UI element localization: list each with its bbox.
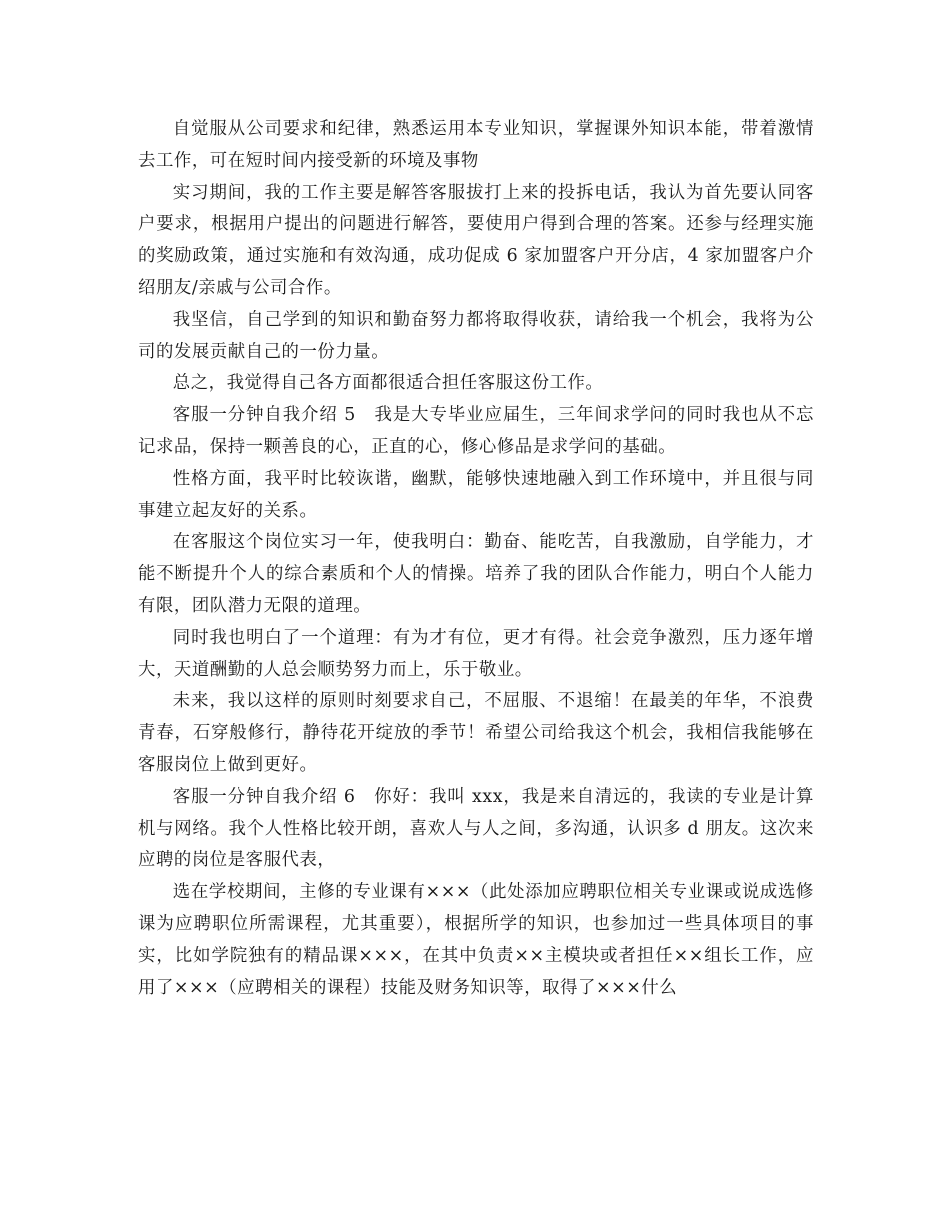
paragraph-2: 实习期间，我的工作主要是解答客服拔打上来的投拆电话，我认为首先要认同客户要求，根据用户提出的问题进行解答，要使用户得到合理的答案。还参与经理实施的奖励政策，通过实施和有效沟通，成功促成 6 家加盟客户开分店，4 家加盟客户介绍朋友/亲戚与公司合作。 (138, 182, 814, 298)
paragraph-9: 未来，我以这样的原则时刻要求自己，不屈服、不退缩！在最美的年华，不浪费青春，石穿般修行，静待花开绽放的季节！希望公司给我这个机会，我相信我能够在客服岗位上做到更好。 (138, 691, 814, 775)
paragraph-1: 自觉服从公司要求和纪律，熟悉运用本专业知识，掌握课外知识本能，带着激情去工作，可在短时间内接受新的环境及事物 (138, 119, 814, 171)
paragraph-4: 总之，我觉得自己各方面都很适合担任客服这份工作。 (172, 373, 604, 394)
paragraph-10: 客服一分钟自我介绍 6 你好：我叫 xxx，我是来自清远的，我读的专业是计算机与网络。我个人性格比较开朗，喜欢人与人之间，多沟通，认识多 d 朋友。这次来应聘的岗位是客服代表， (138, 786, 814, 871)
paragraph-7: 在客服这个岗位实习一年，使我明白：勤奋、能吃苦，自我激励，自学能力，才能不断提升个人的综合素质和个人的情操。培养了我的团队合作能力，明白个人能力有限，团队潜力无限的道理。 (138, 532, 814, 616)
paragraph-11: 选在学校期间，主修的专业课有×××（此处添加应聘职位相关专业课或说成选修课为应聘职位所需课程，尤其重要），根据所学的知识，也参加过一些具体项目的事实，比如学院独有的精品课×××，在其中负责××主模块或者担任××组长工作，应用了×××（应聘相关的课程）技能及财务知识等，取得了×××什么 (138, 882, 814, 998)
document-body (138, 114, 814, 1004)
paragraph-8: 同时我也明白了一个道理：有为才有位，更才有得。社会竞争激烈，压力逐年增大，天道酬勤的人总会顺势努力而上，乐于敬业。 (138, 627, 814, 680)
paragraph-5: 客服一分钟自我介绍 5 我是大专毕业应届生，三年间求学问的同时我也从不忘记求品，保持一颗善良的心，正直的心，修心修品是求学问的基础。 (138, 405, 814, 457)
paragraph-3: 我坚信，自己学到的知识和勤奋努力都将取得收获，请给我一个机会，我将为公司的发展贡献自己的一份力量。 (138, 309, 814, 362)
paragraph-6: 性格方面，我平时比较诙谐，幽默，能够快速地融入到工作环境中，并且很与同事建立起友好的关系。 (138, 468, 814, 521)
